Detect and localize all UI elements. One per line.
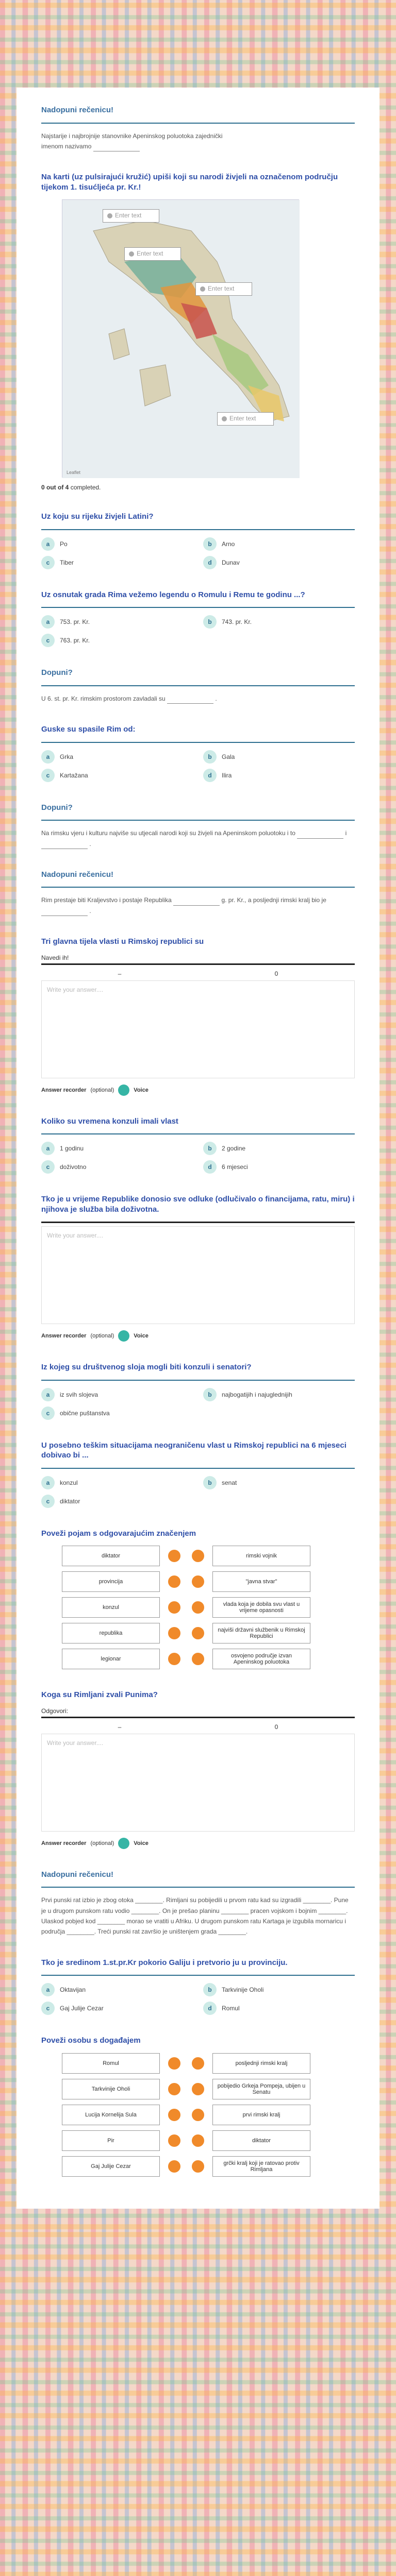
answer-textarea[interactable]: Write your answer.... <box>41 1226 355 1324</box>
toolbar-minus[interactable]: – <box>118 970 122 977</box>
divider <box>41 1133 355 1134</box>
match-connectors <box>168 2160 204 2173</box>
choice-letter: c <box>41 2002 55 2015</box>
voice-label: Voice <box>134 1087 148 1093</box>
choice-letter: a <box>41 750 55 764</box>
divider <box>41 123 355 124</box>
choice-text: Oktavijan <box>60 1986 86 1994</box>
question-text: Na rimsku vjeru i kulturu najviše su utjecali narodi koji su živjeli na Apeninskom poluotoku i to i . <box>41 828 355 849</box>
question-14 <box>41 1519 355 1681</box>
choice-item[interactable] <box>203 537 355 551</box>
recorder-label: Answer recorder <box>41 1087 87 1093</box>
choice-item[interactable] <box>203 750 355 764</box>
choice-letter: d <box>203 2002 217 2015</box>
choice-letter: c <box>41 556 55 569</box>
match-dot[interactable] <box>192 2057 204 2070</box>
match-right-item[interactable]: prvi rimski kralj <box>212 2105 310 2125</box>
match-connectors <box>168 2109 204 2121</box>
divider <box>41 1380 355 1381</box>
choice-item[interactable] <box>41 1983 193 1996</box>
match-dot[interactable] <box>192 1601 204 1614</box>
map-label-text: Enter text <box>229 415 256 422</box>
match-right-item[interactable]: pobijedio Grkeja Pompeja, ubijen u Senatu <box>212 2079 310 2099</box>
question-title: Nadopuni rečenicu! <box>41 870 114 879</box>
text-part: g. pr. Kr., a posljednji rimski kralj bio je <box>221 896 326 904</box>
question-title: Tko je sredinom 1.st.pr.Kr pokorio Galiju i pretvorio ju u provinciju. <box>41 1958 288 1967</box>
text-part: Najstarije i najbrojnije stanovnike Apeninskog poluotoka zajednički <box>41 132 223 140</box>
choice-list <box>41 1476 355 1508</box>
question-title: Uz osnutak grada Rima vežemo legendu o Romulu i Remu te godinu ...? <box>41 590 305 599</box>
question-title: Dopuni? <box>41 668 73 677</box>
choice-list <box>41 750 355 782</box>
choice-letter: b <box>203 1476 217 1489</box>
match-right-item[interactable]: "javna stvar" <box>212 1571 310 1592</box>
choice-text: Tiber <box>60 558 74 566</box>
completion-status <box>41 484 355 491</box>
divider <box>41 1468 355 1469</box>
choice-item[interactable] <box>203 1388 355 1401</box>
fill-blank-input[interactable] <box>93 144 140 151</box>
choice-letter: b <box>203 1983 217 1996</box>
match-right-item[interactable]: grčki kralj koji je ratovao protiv Rimljana <box>212 2156 310 2177</box>
choice-text: Gaj Julije Cezar <box>60 2005 104 2012</box>
choice-item[interactable] <box>41 1142 193 1155</box>
fill-blank-input[interactable] <box>173 899 220 906</box>
question-8 <box>41 860 355 927</box>
choice-text: Ilira <box>222 771 232 779</box>
choice-text: diktator <box>60 1497 80 1505</box>
question-17 <box>41 1948 355 2027</box>
answer-toolbar <box>41 968 355 980</box>
toolbar-minus[interactable]: – <box>118 1723 122 1731</box>
match-dot[interactable] <box>192 1653 204 1665</box>
choice-item[interactable] <box>41 769 193 782</box>
choice-letter: a <box>41 537 55 551</box>
match-dot[interactable] <box>192 1575 204 1588</box>
question-title: Tko je u vrijeme Republike donosio sve odluke (odlučivalo o financijama, ratu, miru) i njihova je služba bila doživotna. <box>41 1195 355 1214</box>
completion-suffix: completed. <box>70 484 101 492</box>
choice-text: obične puštanstva <box>60 1409 110 1417</box>
question-title: Guske su spasile Rim od: <box>41 725 136 734</box>
choice-letter: b <box>203 537 217 551</box>
choice-item[interactable] <box>203 556 355 569</box>
question-title: Poveži osobu s događajem <box>41 2036 141 2045</box>
divider <box>41 685 355 686</box>
match-dot[interactable] <box>192 1627 204 1639</box>
divider <box>41 529 355 530</box>
divider <box>41 1975 355 1976</box>
match-left-item[interactable]: Pir <box>62 2130 160 2151</box>
matching-grid <box>62 1546 355 1669</box>
match-dot[interactable] <box>192 2160 204 2173</box>
match-connectors <box>168 2134 204 2147</box>
question-text <box>41 131 355 152</box>
choice-letter: c <box>41 634 55 647</box>
choice-letter: c <box>41 769 55 782</box>
choice-text: iz svih slojeva <box>60 1391 98 1398</box>
voice-label: Voice <box>134 1333 148 1340</box>
question-title: U posebno teškim situacijama neograničenu vlast u Rimskoj republici na 6 mjeseci dobivao bi ... <box>41 1440 346 1460</box>
match-left-item[interactable]: diktator <box>62 1546 160 1566</box>
choice-item[interactable] <box>41 615 193 629</box>
choice-text: Grka <box>60 753 74 760</box>
answer-toolbar-bar <box>41 963 355 965</box>
question-title: Iz kojeg su društvenog sloja mogli biti konzuli i senatori? <box>41 1363 252 1372</box>
choice-letter: b <box>203 1142 217 1155</box>
choice-item[interactable] <box>41 556 193 569</box>
answer-recorder <box>41 1330 355 1342</box>
answer-textarea[interactable]: Write your answer.... <box>41 980 355 1078</box>
recorder-optional: (optional) <box>90 1087 114 1093</box>
fill-blank-input[interactable] <box>297 832 343 839</box>
match-connectors <box>168 1653 204 1665</box>
question-2 <box>41 163 355 502</box>
question-6 <box>41 715 355 793</box>
choice-item[interactable] <box>203 1142 355 1155</box>
match-right-item[interactable]: posljednji rimski kralj <box>212 2053 310 2074</box>
text-part: Na rimsku vjeru i kulturu najviše su utjecali narodi koji su živjeli na Apeninskom poluotoku i to <box>41 829 295 837</box>
record-button[interactable] <box>118 1084 129 1096</box>
choice-item[interactable] <box>41 2002 193 2015</box>
map-label-3[interactable] <box>195 282 252 296</box>
question-text: U 6. st. pr. Kr. rimskim prostorom zavladali su . <box>41 693 355 704</box>
match-right-item[interactable]: vlada koja je dobila svu vlast u vrijeme opasnosti <box>212 1597 310 1618</box>
question-16 <box>41 1860 355 1948</box>
choice-item[interactable] <box>41 750 193 764</box>
choice-item[interactable] <box>203 1160 355 1174</box>
recorder-label: Answer recorder <box>41 1840 87 1846</box>
question-title: Koga su Rimljani zvali Punima? <box>41 1690 158 1700</box>
question-7 <box>41 793 355 860</box>
match-right-item[interactable]: najviši državni službenik u Rimskoj Republici <box>212 1623 310 1643</box>
choice-text: konzul <box>60 1479 78 1486</box>
match-right-item[interactable]: diktator <box>212 2130 310 2151</box>
choice-letter: a <box>41 1388 55 1401</box>
voice-label: Voice <box>134 1840 148 1846</box>
choice-letter: c <box>41 1495 55 1508</box>
completion-count: 0 out of 4 <box>41 484 69 492</box>
choice-text: Arno <box>222 540 235 548</box>
question-title: Na karti (uz pulsirajući kružić) upiši koji su narodi živjeli na označenom području tijekom 1. tisućljeća pr. Kr.! <box>41 173 338 192</box>
choice-item[interactable] <box>41 1406 193 1420</box>
question-10 <box>41 1107 355 1185</box>
match-connectors <box>168 1575 204 1588</box>
choice-letter: a <box>41 1142 55 1155</box>
match-left-item[interactable]: Lucija Kornelija Sula <box>62 2105 160 2125</box>
text-part: imenom nazivamo <box>41 142 92 150</box>
question-13 <box>41 1431 355 1519</box>
question-title: Nadopuni rečenicu! <box>41 106 114 114</box>
question-text: Prvi punski rat izbio je zbog otoka ________. Rimljani su pobijedili u prvom ratu kad su izgradili ________. Pune je u drugom punskom ratu vodio ________. On je prešao planinu ________ pracen vojskom i bojnim ________. Ulaskod pobjed kod ________ morao se vratiti u Afriku. U drugom punskom ratu Kartaga je izgubila mornaricu i područja ________. Treći punski rat završio je uništenjem grada ________. <box>41 1896 349 1936</box>
match-left-item[interactable]: legionar <box>62 1649 160 1669</box>
choice-letter: c <box>41 1160 55 1174</box>
choice-item[interactable] <box>41 537 193 551</box>
question-text: Rim prestaje biti Kraljevstvo i postaje Republika g. pr. Kr., a posljednji rimski kralj bio je . <box>41 895 355 916</box>
choice-item[interactable] <box>203 1476 355 1489</box>
worksheet-page <box>16 88 380 2209</box>
match-connectors <box>168 1601 204 1614</box>
match-dot[interactable] <box>168 2134 180 2147</box>
map-label-1[interactable] <box>103 209 159 223</box>
question-title: Uz koju su rijeku živjeli Latini? <box>41 512 154 521</box>
choice-text: doživotno <box>60 1163 87 1171</box>
question-9 <box>41 927 355 1107</box>
map-graphic <box>62 200 300 478</box>
choice-letter: c <box>41 1406 55 1420</box>
match-dot[interactable] <box>192 2134 204 2147</box>
answer-recorder <box>41 1084 355 1096</box>
match-dot[interactable] <box>168 2160 180 2173</box>
choice-text: Kartažana <box>60 771 88 779</box>
choice-list <box>41 537 355 569</box>
question-12 <box>41 1353 355 1431</box>
choice-text: Tarkvinije Oholi <box>222 1986 264 1994</box>
question-1 <box>41 96 355 163</box>
choice-text: 743. pr. Kr. <box>222 618 252 626</box>
match-dot[interactable] <box>192 2109 204 2121</box>
match-left-item[interactable]: provincija <box>62 1571 160 1592</box>
map-label-text: Enter text <box>208 285 235 293</box>
recorder-optional: (optional) <box>90 1840 114 1846</box>
answer-textarea[interactable]: Write your answer.... <box>41 1734 355 1832</box>
divider <box>41 607 355 608</box>
choice-text: Gala <box>222 753 235 760</box>
choice-item[interactable] <box>203 615 355 629</box>
answer-recorder <box>41 1838 355 1849</box>
question-title: Poveži pojam s odgovarajućim značenjem <box>41 1529 196 1538</box>
fill-blank-input[interactable] <box>167 697 213 704</box>
question-11 <box>41 1185 355 1353</box>
question-5 <box>41 658 355 715</box>
fill-blank-input[interactable] <box>41 842 88 849</box>
choice-text: 753. pr. Kr. <box>60 618 90 626</box>
text-part: U 6. st. pr. Kr. rimskim prostorom zavladali su <box>41 694 166 702</box>
match-dot[interactable] <box>168 1627 180 1639</box>
match-dot[interactable] <box>168 2109 180 2121</box>
match-right-item[interactable]: rimski vojnik <box>212 1546 310 1566</box>
map-label-text: Enter text <box>115 212 142 219</box>
match-dot[interactable] <box>192 1550 204 1562</box>
match-right-item[interactable]: osvojeno područje izvan Apeninskog poluotoka <box>212 1649 310 1669</box>
record-button[interactable] <box>118 1838 129 1849</box>
question-3 <box>41 502 355 581</box>
choice-list <box>41 1983 355 2015</box>
match-left-item[interactable]: konzul <box>62 1597 160 1618</box>
match-connectors <box>168 2057 204 2070</box>
choice-text: najbogatijih i najuglednijih <box>222 1391 292 1398</box>
match-left-item[interactable]: Tarkvinije Oholi <box>62 2079 160 2099</box>
choice-text: 763. pr. Kr. <box>60 637 90 645</box>
map-attribution: Leaflet <box>67 470 81 476</box>
match-dot[interactable] <box>168 1601 180 1614</box>
match-connectors <box>168 2083 204 2095</box>
fill-blank-input[interactable] <box>41 909 88 916</box>
question-4 <box>41 581 355 659</box>
match-dot[interactable] <box>168 1575 180 1588</box>
match-left-item[interactable]: Romul <box>62 2053 160 2074</box>
question-18 <box>41 2026 355 2188</box>
choice-item[interactable] <box>203 2002 355 2015</box>
toolbar-count: 0 <box>274 970 278 977</box>
match-left-item[interactable]: republika <box>62 1623 160 1643</box>
choice-item[interactable] <box>203 769 355 782</box>
answer-prompt: Odgovori: <box>41 1707 69 1715</box>
answer-toolbar <box>41 1721 355 1734</box>
divider <box>41 820 355 821</box>
answer-toolbar-bar <box>41 1222 355 1223</box>
map-label-2[interactable] <box>124 247 181 261</box>
choice-list <box>41 1388 355 1420</box>
choice-letter: d <box>203 556 217 569</box>
map-label-text: Enter text <box>137 250 163 258</box>
text-part: i <box>345 829 347 837</box>
record-button[interactable] <box>118 1330 129 1342</box>
match-dot[interactable] <box>168 1550 180 1562</box>
question-title: Dopuni? <box>41 803 73 812</box>
divider <box>41 742 355 743</box>
answer-prompt: Navedi ih! <box>41 954 69 961</box>
match-left-item[interactable]: Gaj Julije Cezar <box>62 2156 160 2177</box>
choice-list <box>41 615 355 647</box>
question-title: Koliko su vremena konzuli imali vlast <box>41 1116 178 1126</box>
choice-letter: b <box>203 1388 217 1401</box>
choice-letter: a <box>41 1476 55 1489</box>
choice-text: 6 mjeseci <box>222 1163 248 1171</box>
choice-letter: b <box>203 750 217 764</box>
choice-item[interactable] <box>41 1388 193 1401</box>
choice-letter: a <box>41 615 55 629</box>
match-connectors <box>168 1550 204 1562</box>
toolbar-count: 0 <box>274 1723 278 1731</box>
italy-map[interactable] <box>62 199 299 478</box>
map-label-4[interactable] <box>217 412 274 426</box>
choice-text: Po <box>60 540 68 548</box>
divider <box>41 1887 355 1888</box>
answer-toolbar-bar <box>41 1717 355 1718</box>
choice-text: senat <box>222 1479 237 1486</box>
choice-letter: d <box>203 769 217 782</box>
match-dot[interactable] <box>192 2083 204 2095</box>
question-title: Nadopuni rečenicu! <box>41 1870 114 1879</box>
choice-text: 2 godine <box>222 1145 246 1153</box>
match-dot[interactable] <box>168 2083 180 2095</box>
choice-list <box>41 1142 355 1174</box>
divider <box>41 887 355 888</box>
choice-item[interactable] <box>41 1476 193 1489</box>
match-dot[interactable] <box>168 1653 180 1665</box>
choice-item[interactable] <box>41 634 193 647</box>
choice-text: 1 godinu <box>60 1145 84 1153</box>
question-15 <box>41 1681 355 1860</box>
matching-grid <box>62 2053 355 2177</box>
choice-item[interactable] <box>203 1983 355 1996</box>
choice-item[interactable] <box>41 1495 193 1508</box>
recorder-label: Answer recorder <box>41 1333 87 1340</box>
text-part: Rim prestaje biti Kraljevstvo i postaje Republika <box>41 896 172 904</box>
choice-text: Dunav <box>222 558 240 566</box>
match-connectors <box>168 1627 204 1639</box>
choice-letter: a <box>41 1983 55 1996</box>
recorder-optional: (optional) <box>90 1333 114 1340</box>
choice-item[interactable] <box>41 1160 193 1174</box>
question-title: Tri glavna tijela vlasti u Rimskoj republici su <box>41 937 204 946</box>
match-dot[interactable] <box>168 2057 180 2070</box>
choice-letter: b <box>203 615 217 629</box>
choice-letter: d <box>203 1160 217 1174</box>
choice-text: Romul <box>222 2005 240 2012</box>
